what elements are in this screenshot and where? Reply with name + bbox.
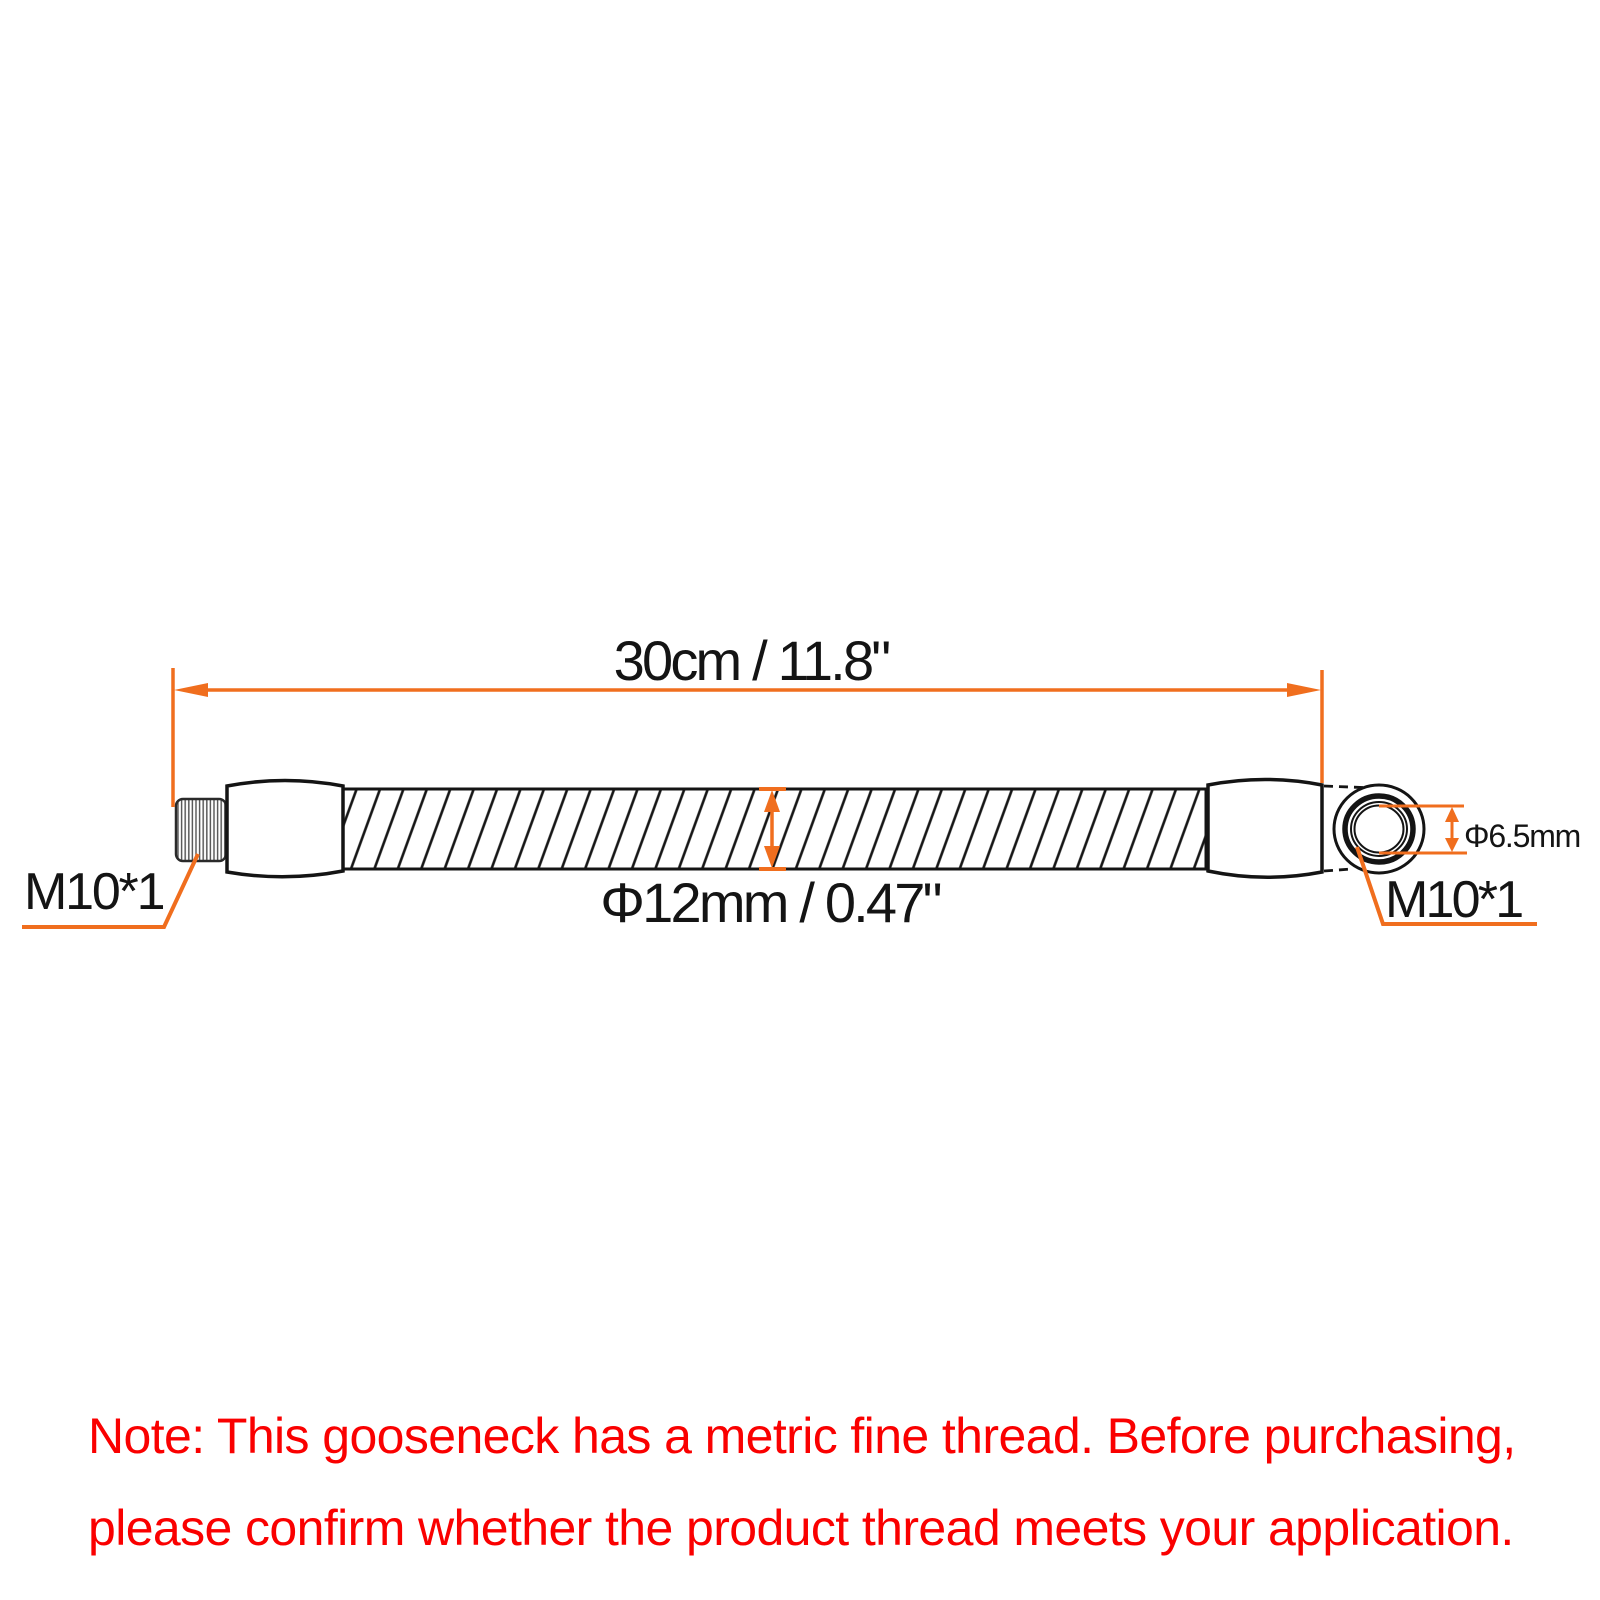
arrowhead-right — [1287, 683, 1321, 697]
hole-arrowhead-up — [1445, 807, 1459, 822]
left-thread-label: M10*1 — [24, 863, 164, 921]
hole-arrowhead-down — [1445, 838, 1459, 852]
hole-diameter-label: Φ6.5mm — [1464, 818, 1581, 854]
hidden-edge-bottom — [1324, 869, 1352, 871]
note-text-line2: please confirm whether the product thread meets your application. — [88, 1500, 1514, 1556]
right-thread-label: M10*1 — [1385, 871, 1522, 929]
left-collar — [227, 781, 343, 877]
length-label: 30cm / 11.8" — [613, 629, 889, 692]
tube-diameter-label: Φ12mm / 0.47" — [600, 871, 940, 934]
right-collar — [1208, 780, 1322, 878]
right-thread-ring — [1334, 785, 1424, 873]
arrowhead-left — [174, 683, 208, 697]
note-text-line1: Note: This gooseneck has a metric fine thread. Before purchasing, — [88, 1408, 1516, 1464]
left-thread-stud — [176, 799, 226, 861]
